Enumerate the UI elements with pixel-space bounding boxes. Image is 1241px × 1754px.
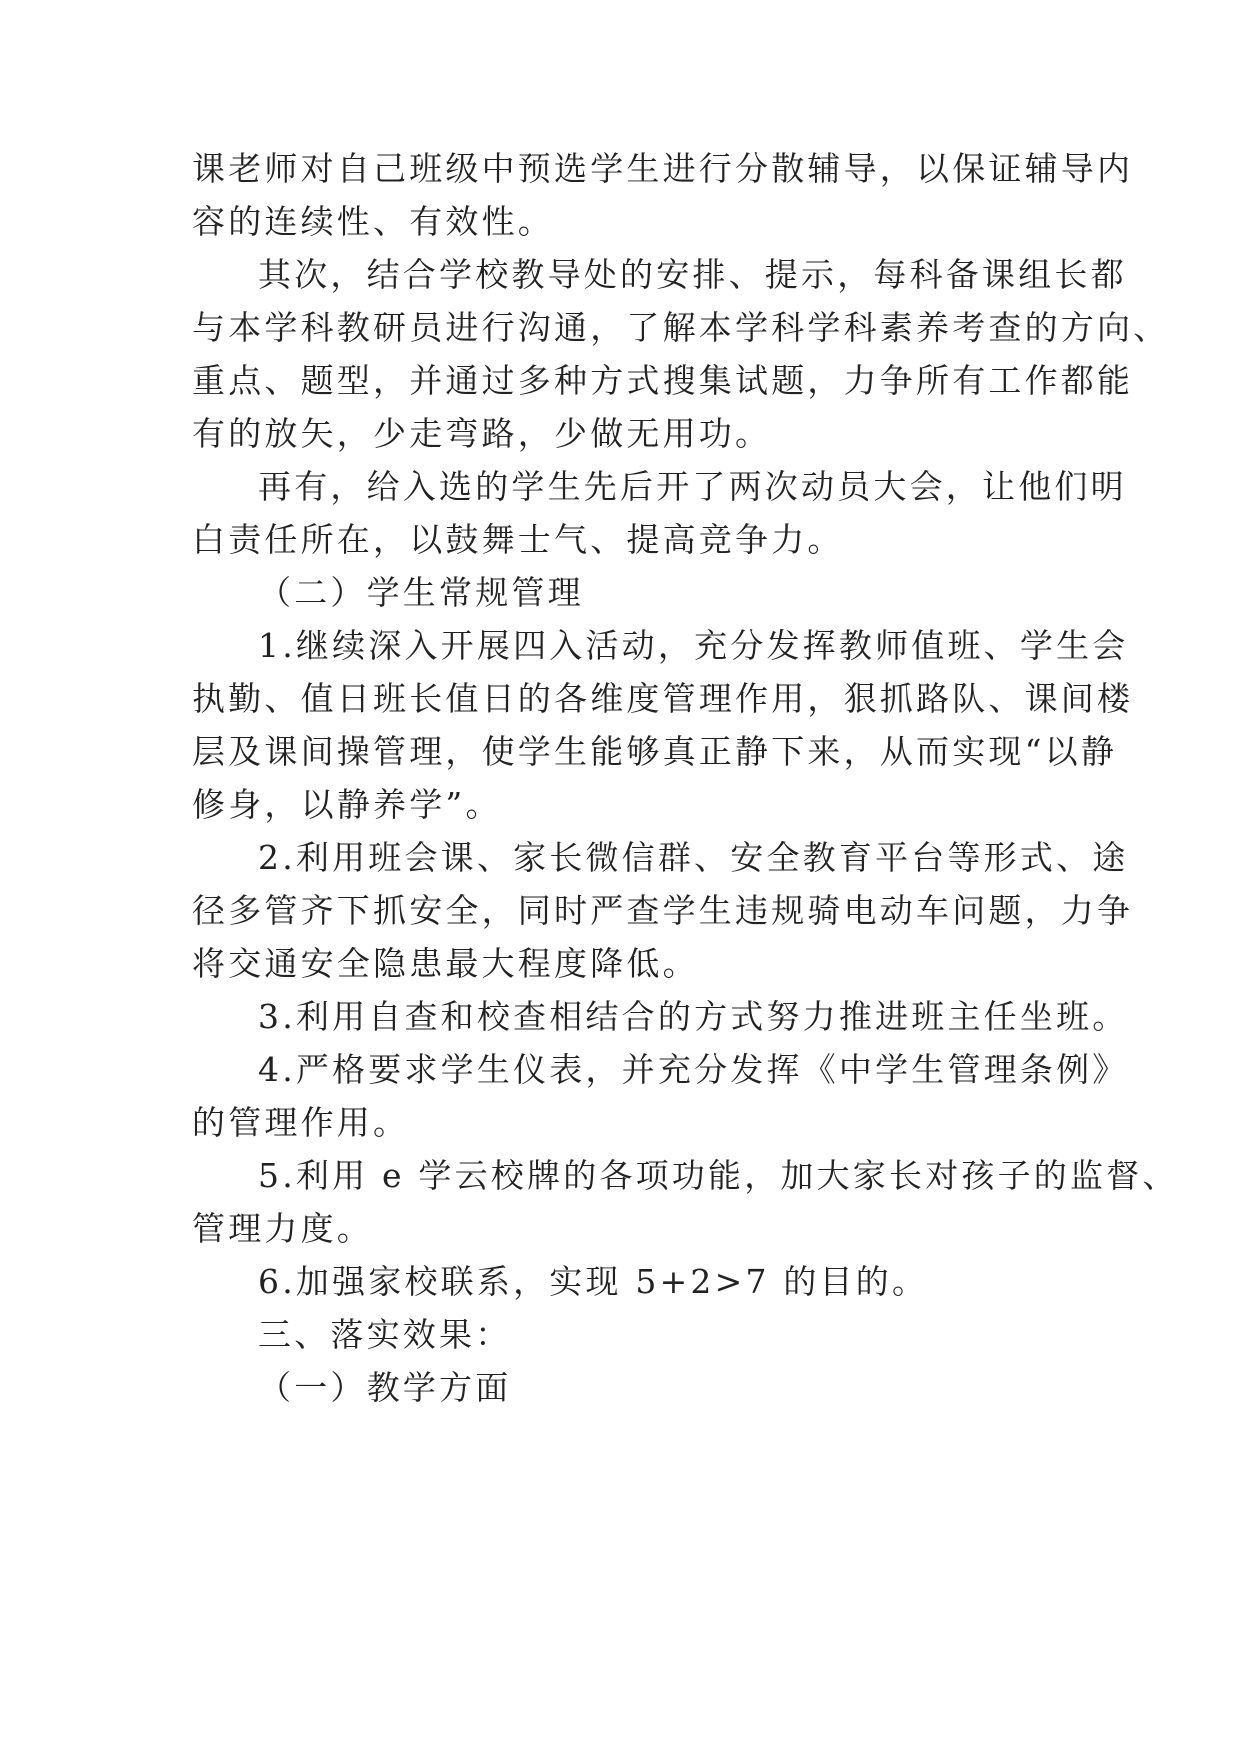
paragraph-line: 重点、题型，并通过多种方式搜集试题，力争所有工作都能	[192, 361, 1134, 400]
section-heading: 三、落实效果：	[258, 1315, 512, 1354]
list-item-line: 将交通安全隐患最大程度降低。	[192, 944, 699, 983]
list-item-line: 6.加强家校联系，实现 5+2>7 的目的。	[258, 1262, 929, 1301]
section-heading: （二）学生常规管理	[258, 573, 584, 612]
list-item-line: 1.继续深入开展四入活动，充分发挥教师值班、学生会	[258, 626, 1129, 665]
list-item-line: 的管理作用。	[192, 1103, 410, 1142]
paragraph-line: 课老师对自己班级中预选学生进行分散辅导，以保证辅导内	[192, 149, 1134, 188]
list-item-line: 层及课间操管理，使学生能够真正静下来，从而实现“以静	[192, 732, 1118, 771]
paragraph-line: 白责任所在，以鼓舞士气、提高竞争力。	[192, 520, 844, 559]
list-item-line: 3.利用自查和校查相结合的方式努力推进班主任坐班。	[258, 997, 1129, 1036]
paragraph-line: 有的放矢，少走弯路，少做无用功。	[192, 414, 772, 453]
list-item-line: 2.利用班会课、家长微信群、安全教育平台等形式、途	[258, 838, 1129, 877]
paragraph-line: 容的连续性、有效性。	[192, 202, 554, 241]
list-item-line: 径多管齐下抓安全，同时严查学生违规骑电动车问题，力争	[192, 891, 1134, 930]
paragraph-line: 再有，给入选的学生先后开了两次动员大会，让他们明	[258, 467, 1127, 506]
paragraph-line: 其次，结合学校教导处的安排、提示，每科备课组长都	[258, 255, 1127, 294]
subsection-heading: （一）教学方面	[258, 1368, 512, 1407]
list-item-line: 5.利用 e 学云校牌的各项功能，加大家长对孩子的监督、	[258, 1156, 1179, 1195]
paragraph-line: 与本学科教研员进行沟通，了解本学科学科素养考查的方向、	[192, 308, 1170, 347]
list-item-line: 管理力度。	[192, 1209, 373, 1248]
list-item-line: 执勤、值日班长值日的各维度管理作用，狠抓路队、课间楼	[192, 679, 1134, 718]
list-item-line: 修身，以静养学”。	[192, 785, 502, 824]
list-item-line: 4.严格要求学生仪表，并充分发挥《中学生管理条例》	[258, 1050, 1129, 1089]
